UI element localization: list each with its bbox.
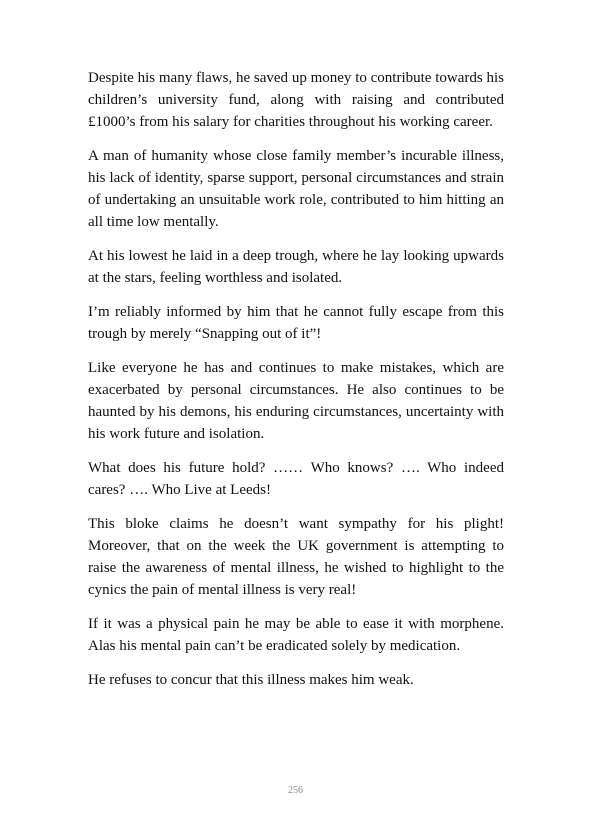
body-text: [88, 67, 504, 703]
paragraph: A man of humanity whose close family member’s incurable illness, his lack of identity, sparse support, personal circumstances and strain of undertaking an unsuitable work role, contributed to him hitting an all time low mentally.: [88, 148, 504, 230]
page-number: 256: [288, 785, 303, 796]
paragraph: This bloke claims he doesn’t want sympathy for his plight! Moreover, that on the week the UK government is attempting to raise the awareness of mental illness, he wished to highlight to the cynics the pain of mental illness is very real!: [88, 516, 504, 598]
paragraph: What does his future hold? …… Who knows? …. Who indeed cares? …. Who Live at Leeds!: [88, 460, 504, 498]
paragraph: Despite his many flaws, he saved up money to contribute towards his children’s university fund, along with raising and contributed £1000’s from his salary for charities throughout his working career.: [88, 70, 504, 130]
paragraph: Like everyone he has and continues to make mistakes, which are exacerbated by personal circumstances. He also continues to be haunted by his demons, his enduring circumstances, uncertainty with his work future and isolation.: [88, 360, 504, 442]
paragraph: He refuses to concur that this illness makes him weak.: [88, 672, 414, 688]
paragraph: If it was a physical pain he may be able to ease it with morphene. Alas his mental pain can’t be eradicated solely by medication.: [88, 616, 504, 654]
paragraph: At his lowest he laid in a deep trough, where he lay looking upwards at the stars, feeling worthless and isolated.: [88, 248, 504, 286]
paragraph: I’m reliably informed by him that he cannot fully escape from this trough by merely “Snapping out of it”!: [88, 304, 504, 342]
